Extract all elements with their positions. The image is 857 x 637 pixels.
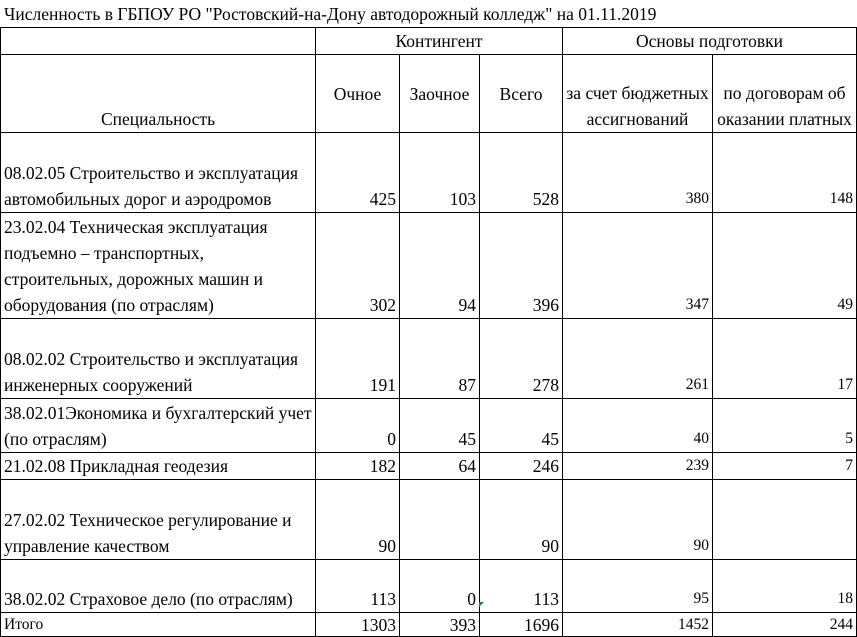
totals-total: 1696 — [480, 613, 563, 637]
part-time-count: 0 — [400, 560, 480, 613]
header-part-time: Заочное — [400, 55, 480, 133]
header-contingent: Контингент — [316, 28, 563, 55]
part-time-count: 64 — [400, 453, 480, 480]
budget-count: 95 — [563, 560, 713, 613]
header-total: Всего — [480, 55, 563, 133]
contract-count: 18 — [713, 560, 857, 613]
specialty-name: 21.02.08 Прикладная геодезия — [1, 453, 316, 480]
total-count: 528 — [480, 133, 563, 213]
budget-count: 90 — [563, 480, 713, 560]
budget-count: 261 — [563, 319, 713, 399]
contract-count — [713, 480, 857, 560]
budget-count: 239 — [563, 453, 713, 480]
header-row-columns — [1, 55, 857, 133]
part-time-count: 94 — [400, 213, 480, 319]
total-count: 278 — [480, 319, 563, 399]
table-row — [1, 560, 857, 613]
contract-count: 49 — [713, 213, 857, 319]
table-row — [1, 133, 857, 213]
total-count: 396 — [480, 213, 563, 319]
header-row-group — [1, 28, 857, 55]
enrollment-table — [0, 27, 857, 637]
budget-count: 347 — [563, 213, 713, 319]
header-budget: за счет бюджетных ассигнований — [563, 55, 713, 133]
page-title: Численность в ГБПОУ РО "Ростовский-на-Дону автодорожный колледж" на 01.11.2019 — [4, 4, 657, 24]
contract-count: 5 — [713, 399, 857, 453]
part-time-count: 87 — [400, 319, 480, 399]
full-time-count: 425 — [316, 133, 400, 213]
specialty-name: 38.02.02 Страховое дело (по отраслям) — [1, 560, 316, 613]
part-time-count — [400, 480, 480, 560]
header-basis: Основы подготовки — [563, 28, 857, 55]
budget-count: 380 — [563, 133, 713, 213]
totals-label: Итого — [1, 613, 316, 637]
contract-count: 7 — [713, 453, 857, 480]
totals-part-time: 393 — [400, 613, 480, 637]
header-empty-cell — [1, 28, 316, 55]
total-count: 113 — [480, 560, 563, 613]
cell-comment-marker-icon — [479, 602, 484, 607]
full-time-count: 191 — [316, 319, 400, 399]
specialty-name: 08.02.05 Строительство и эксплуатация автомобильных дорог и аэродромов — [1, 133, 316, 213]
specialty-name: 27.02.02 Техническое регулирование и управление качеством — [1, 480, 316, 560]
table-row — [1, 480, 857, 560]
total-count: 45 — [480, 399, 563, 453]
table-row — [1, 453, 857, 480]
full-time-count: 182 — [316, 453, 400, 480]
full-time-count: 0 — [316, 399, 400, 453]
total-count: 246 — [480, 453, 563, 480]
totals-contract: 244 — [713, 613, 857, 637]
part-time-count: 45 — [400, 399, 480, 453]
specialty-name: 08.02.02 Строительство и эксплуатация инженерных сооружений — [1, 319, 316, 399]
contract-count: 17 — [713, 319, 857, 399]
totals-budget: 1452 — [563, 613, 713, 637]
contract-count: 148 — [713, 133, 857, 213]
totals-row — [1, 613, 857, 637]
totals-full-time: 1303 — [316, 613, 400, 637]
budget-count: 40 — [563, 399, 713, 453]
header-full-time: Очное — [316, 55, 400, 133]
total-count: 90 — [480, 480, 563, 560]
full-time-count: 90 — [316, 480, 400, 560]
table-row — [1, 213, 857, 319]
header-contract: по договорам об оказании платных — [713, 55, 857, 133]
table-row — [1, 319, 857, 399]
specialty-name: 23.02.04 Техническая эксплуатация подъемно – транспортных, строительных, дорожных машин и оборудования (по отраслям) — [1, 213, 316, 319]
table-row — [1, 399, 857, 453]
full-time-count: 302 — [316, 213, 400, 319]
header-specialty: Специальность — [1, 55, 316, 133]
full-time-count: 113 — [316, 560, 400, 613]
specialty-name: 38.02.01Экономика и бухгалтерский учет (по отраслям) — [1, 399, 316, 453]
part-time-count: 103 — [400, 133, 480, 213]
